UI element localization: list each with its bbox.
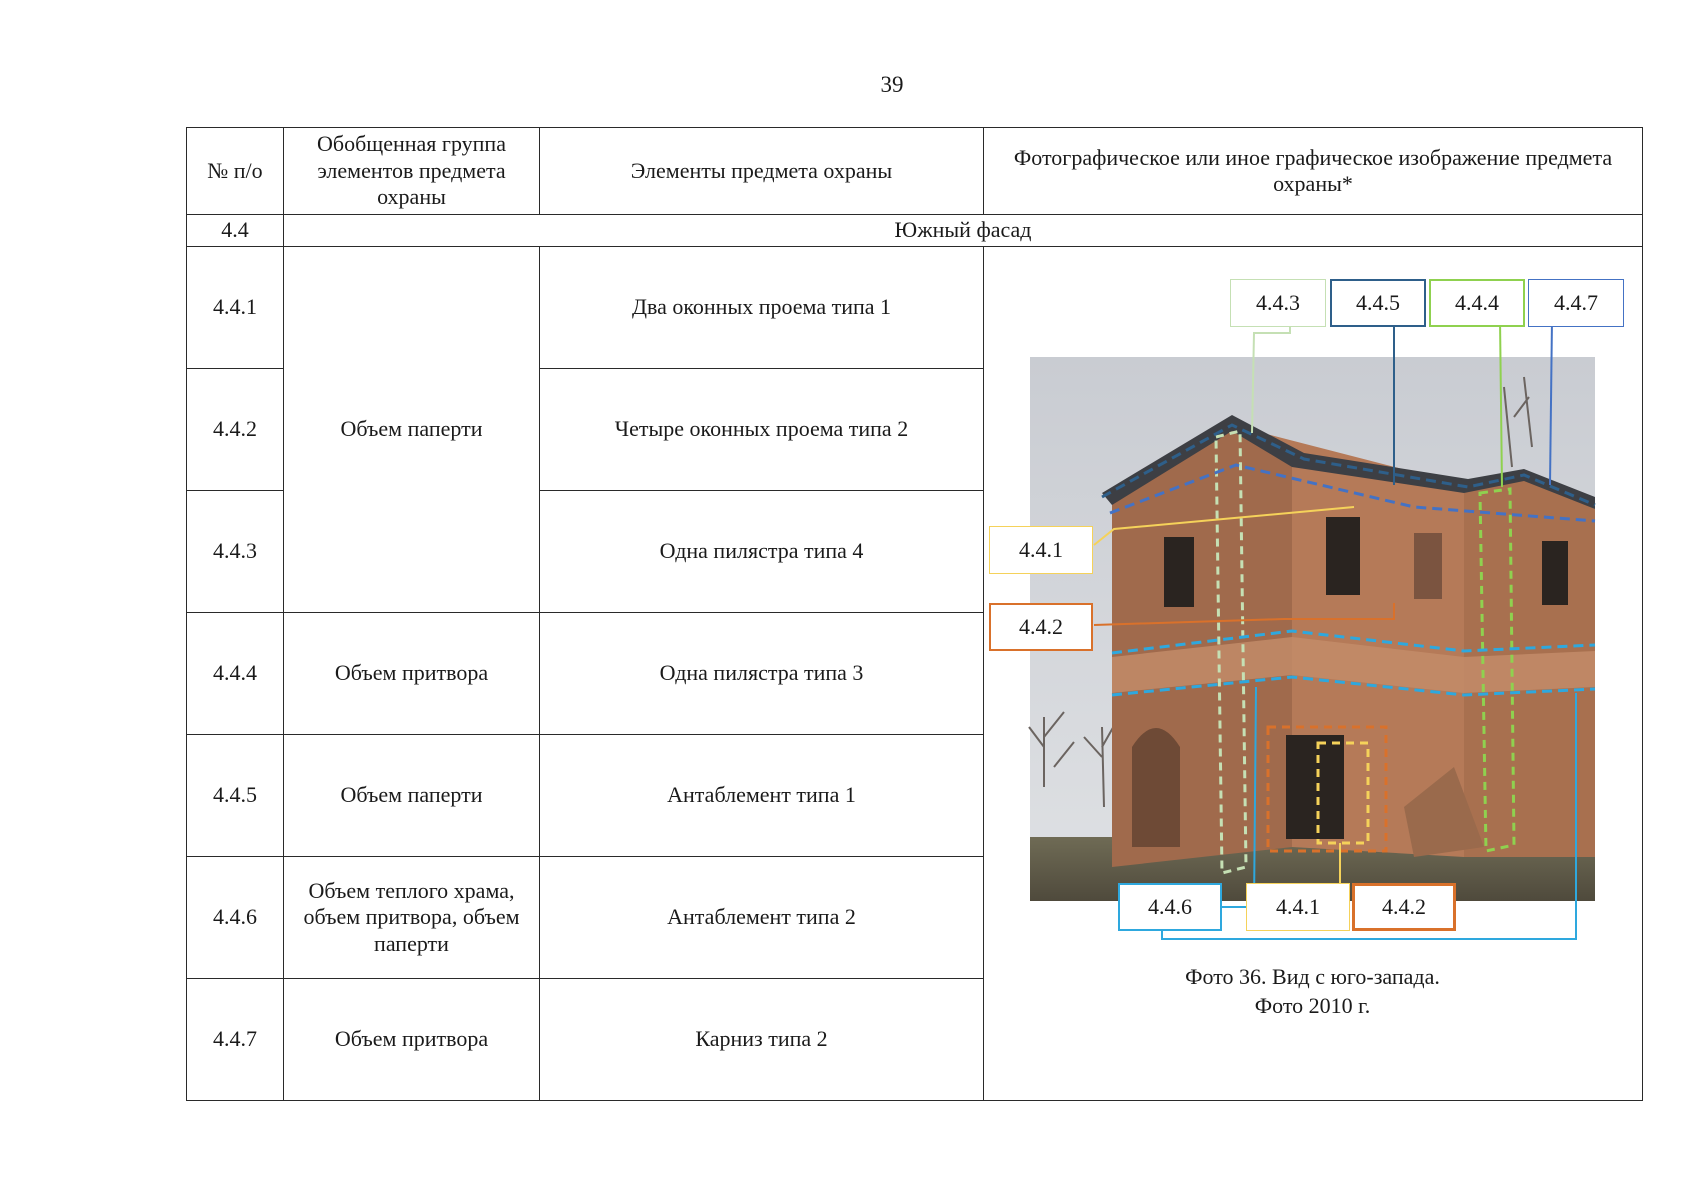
- window-blind: [1414, 533, 1442, 599]
- row-num: 4.4.3: [187, 491, 284, 613]
- caption-line-2: Фото 2010 г.: [1254, 992, 1371, 1018]
- row-group: Объем притвора: [284, 613, 540, 735]
- header-num: № п/о: [187, 128, 284, 215]
- label-window-1: 4.4.1: [989, 526, 1093, 574]
- table-row: [187, 247, 1643, 369]
- photo-caption: [984, 963, 1641, 1020]
- window: [1164, 537, 1194, 607]
- row-num: 4.4.2: [187, 369, 284, 491]
- row-num: 4.4.5: [187, 735, 284, 857]
- protection-elements-table: [186, 127, 1643, 1101]
- annotated-photo: [984, 247, 1641, 1095]
- label-pilaster-4: 4.4.3: [1230, 279, 1326, 327]
- label-window-1-bottom: 4.4.1: [1246, 883, 1350, 931]
- label-window-2-bottom: 4.4.2: [1352, 883, 1456, 931]
- window: [1326, 517, 1360, 595]
- row-element: Два оконных проема типа 1: [540, 247, 984, 369]
- section-num: 4.4: [187, 215, 284, 247]
- section-row: [187, 215, 1643, 247]
- label-entablature-1: 4.4.5: [1330, 279, 1426, 327]
- header-image: Фотографическое или иное графическое изображение предмета охраны*: [984, 128, 1643, 215]
- label-entablature-2: 4.4.6: [1118, 883, 1222, 931]
- label-cornice-2: 4.4.7: [1528, 279, 1624, 327]
- page-number: 39: [880, 72, 904, 97]
- row-element: Антаблемент типа 2: [540, 857, 984, 979]
- row-group: Объем паперти: [284, 247, 540, 613]
- row-element: Четыре оконных проема типа 2: [540, 369, 984, 491]
- row-group: Объем теплого храма, объем притвора, объем паперти: [284, 857, 540, 979]
- header-elements: Элементы предмета охраны: [540, 128, 984, 215]
- label-window-2: 4.4.2: [989, 603, 1093, 651]
- lower-opening: [1286, 735, 1344, 839]
- row-num: 4.4.7: [187, 979, 284, 1101]
- row-num: 4.4.4: [187, 613, 284, 735]
- row-element: Одна пилястра типа 3: [540, 613, 984, 735]
- label-pilaster-3: 4.4.4: [1429, 279, 1525, 327]
- window: [1542, 541, 1568, 605]
- row-group: Объем паперти: [284, 735, 540, 857]
- arch-door: [1132, 728, 1180, 847]
- caption-line-1: Фото 36. Вид с юго-запада.: [1185, 964, 1440, 989]
- row-group: Объем притвора: [284, 979, 540, 1101]
- header-group: Обобщенная группа элементов предмета охраны: [284, 128, 540, 215]
- section-title: Южный фасад: [284, 215, 1643, 247]
- row-num: 4.4.6: [187, 857, 284, 979]
- photo-cell: [984, 247, 1643, 1101]
- row-element: Карниз типа 2: [540, 979, 984, 1101]
- header-row: [187, 128, 1643, 215]
- row-element: Одна пилястра типа 4: [540, 491, 984, 613]
- row-num: 4.4.1: [187, 247, 284, 369]
- row-element: Антаблемент типа 1: [540, 735, 984, 857]
